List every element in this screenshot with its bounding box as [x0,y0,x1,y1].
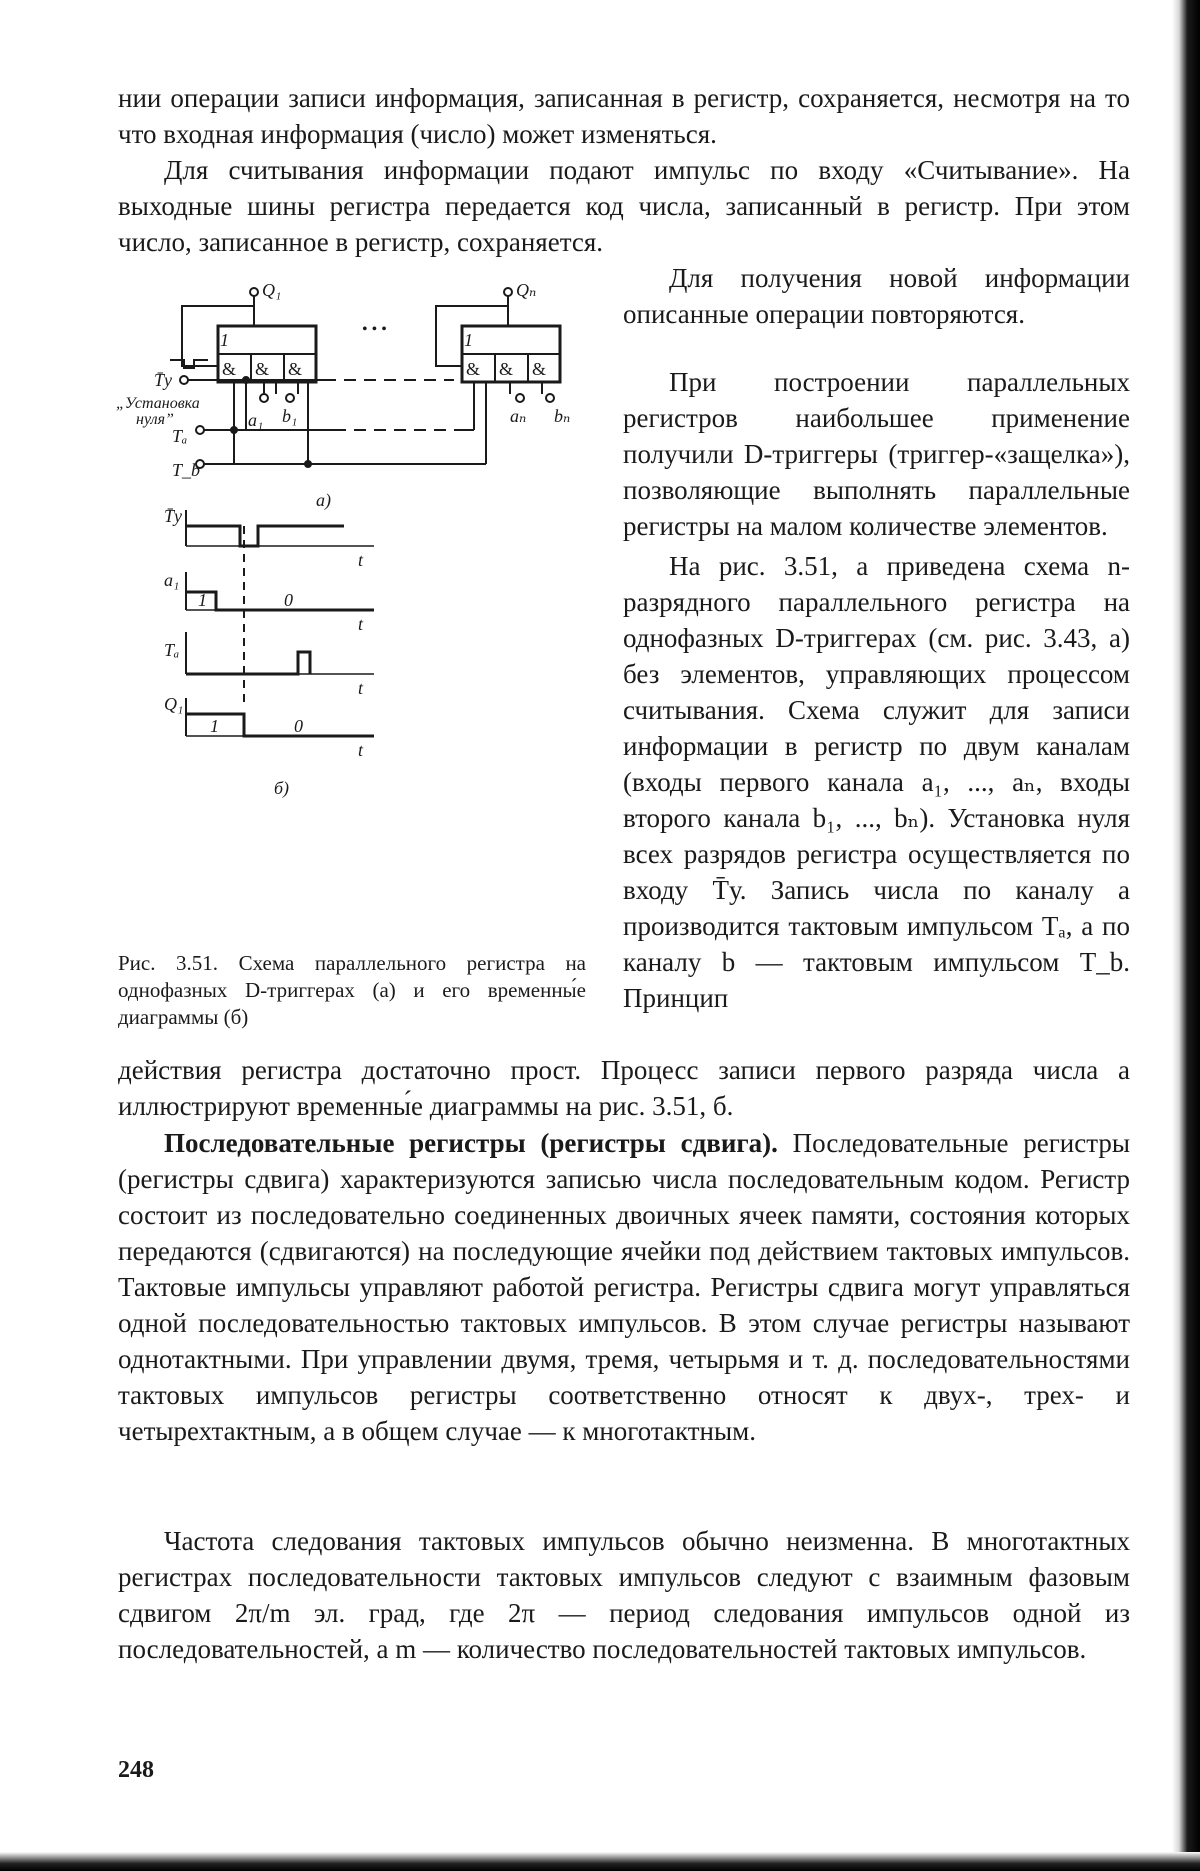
input-terminal-a1 [260,394,268,402]
output-terminal-qn [504,288,512,296]
junction-dot [305,461,311,467]
input-terminal-bn [546,394,554,402]
paragraph-figure-description-end: действия регистра достаточно прост. Процесс записи первого разряда числа a иллюстрируют временны́е диаграммы на рис. 3.51, б. [118,1055,1130,1121]
label-reset-1: „Установка [116,395,200,412]
label-sig-ty: T̄у [164,506,182,526]
page-number: 248 [118,1757,154,1783]
label-a1-after: 0 [284,590,293,610]
paragraph-reading: Для считывания информации подают импульс по входу «Считывание». На выходные шины регистра передается код числа, записанный в регистр. При этом число, записанное в регистр, сохраняется. [118,155,1130,257]
label-bn: bₙ [554,406,571,426]
figure-3-51 [114,282,584,902]
section-body: Последовательные регистры (регистры сдвига) характеризуются записью числа последовательным кодом. Регистр состоит из последовательно соединенных двоичных ячеек памяти, состояния которых передаются (сдвигаются) на последующие ячейки под действием тактовых импульсов. Тактовые импульсы управляют работой регистра. Регистры сдвига могут управляться одной последовательностью тактовых импульсов. В этом случае регистры называют однотактными. При управлении двумя, тремя, четырьмя и т. д. последовательностями тактовых импульсов регистры соответственно относят к двух-, трех- и четырехтактным, а в общем случае — к многотактным. [118,1128,1130,1446]
paragraph-repeat: Для получения новой информации описанные операции повторяются. [623,263,1130,329]
label-tb: T_b [172,460,201,480]
ellipsis: • • • [362,321,387,338]
page-edge-shadow-bottom [0,1852,1200,1871]
label-ta: Tₐ [172,426,188,446]
label-sig-q1: Q₁ [164,694,184,714]
label-sig-ta: Tₐ [164,640,180,660]
label-part-a: а) [316,490,331,510]
figure-part-b-timing [186,510,374,736]
waveform-a1 [186,592,374,610]
cell-1-and-label: & [255,359,270,379]
junction-dot [243,377,249,383]
label-a1: a₁ [248,410,264,430]
section-heading: Последовательные регистры (регистры сдвига). [164,1128,778,1158]
label-t: t [358,550,364,570]
figure-part-a-labels [116,282,570,511]
label-q1: Q₁ [262,282,282,300]
input-terminal-ta [196,426,204,434]
label-q1-after: 0 [294,716,303,736]
label-ty: T̄у [154,370,172,390]
input-terminal-an [516,394,524,402]
cell-1-and-label: & [222,359,237,379]
label-q1-before: 1 [210,716,219,736]
label-t: t [358,740,364,760]
label-a1-before: 1 [198,590,207,610]
page-edge-shadow-right [1172,0,1200,1871]
cell-1-top-label: 1 [220,330,229,350]
cell-n-and-label: & [466,359,481,379]
input-terminal-ty [180,376,188,384]
paragraph-shift-registers [118,1125,1130,1449]
paragraph-d-triggers: При построении параллельных регистров наибольшее применение получили D-триггеры (триггер-«защелка»), позволяющие выполнять параллельные регистры на малом количестве элементов. [623,367,1130,541]
label-an: aₙ [510,406,527,426]
output-terminal-q1 [250,288,258,296]
label-qn: Qₙ [516,282,537,300]
figure-caption: Рис. 3.51. Схема параллельного регистра на однофазных D-триггерах (а) и его временны́е диаграммы (б) [118,951,586,1029]
label-sig-a1: a₁ [164,570,180,590]
label-reset-2: нуля” [136,411,174,428]
paragraph-clock-frequency: Частота следования тактовых импульсов обычно неизменна. В многотактных регистрах последовательности тактовых импульсов следуют с взаимным фазовым сдвигом 2π/m эл. град, где 2π — период следования импульсов одной из последовательностей, а m — количество последовательностей тактовых импульсов. [118,1526,1130,1664]
cell-n-top-label: 1 [464,330,473,350]
label-part-b: б) [274,778,290,798]
cell-n-and-label: & [532,359,547,379]
input-terminal-b1 [286,394,294,402]
label-b1: b₁ [282,406,298,426]
waveform-ty [186,526,344,546]
junction-dot [231,427,237,433]
cell-n-and-label: & [499,359,514,379]
paragraph-figure-description: На рис. 3.51, а приведена схема n-разрядного параллельного регистра на однофазных D-триггерах (см. рис. 3.43, а) без элементов, управляющих процессом считывания. Схема служит для записи информации в регистр по двум каналам (входы первого канала a₁, ..., aₙ, входы второго канала b₁, ..., bₙ). Установка нуля всех разрядов регистра осуществляется по входу T̄у. Запись числа по каналу a производится тактовым импульсом Tₐ, а по каналу b — тактовым импульсом T_b. Принцип [623,551,1130,1013]
label-t: t [358,678,364,698]
waveform-ta [186,652,310,674]
figure-part-b-labels [164,506,364,799]
paragraph-continued: нии операции записи информация, записанная в регистр, сохраняется, несмотря на то что входная информация (число) может изменяться. [118,83,1130,149]
cell-1-and-label: & [288,359,303,379]
label-t: t [358,614,364,634]
